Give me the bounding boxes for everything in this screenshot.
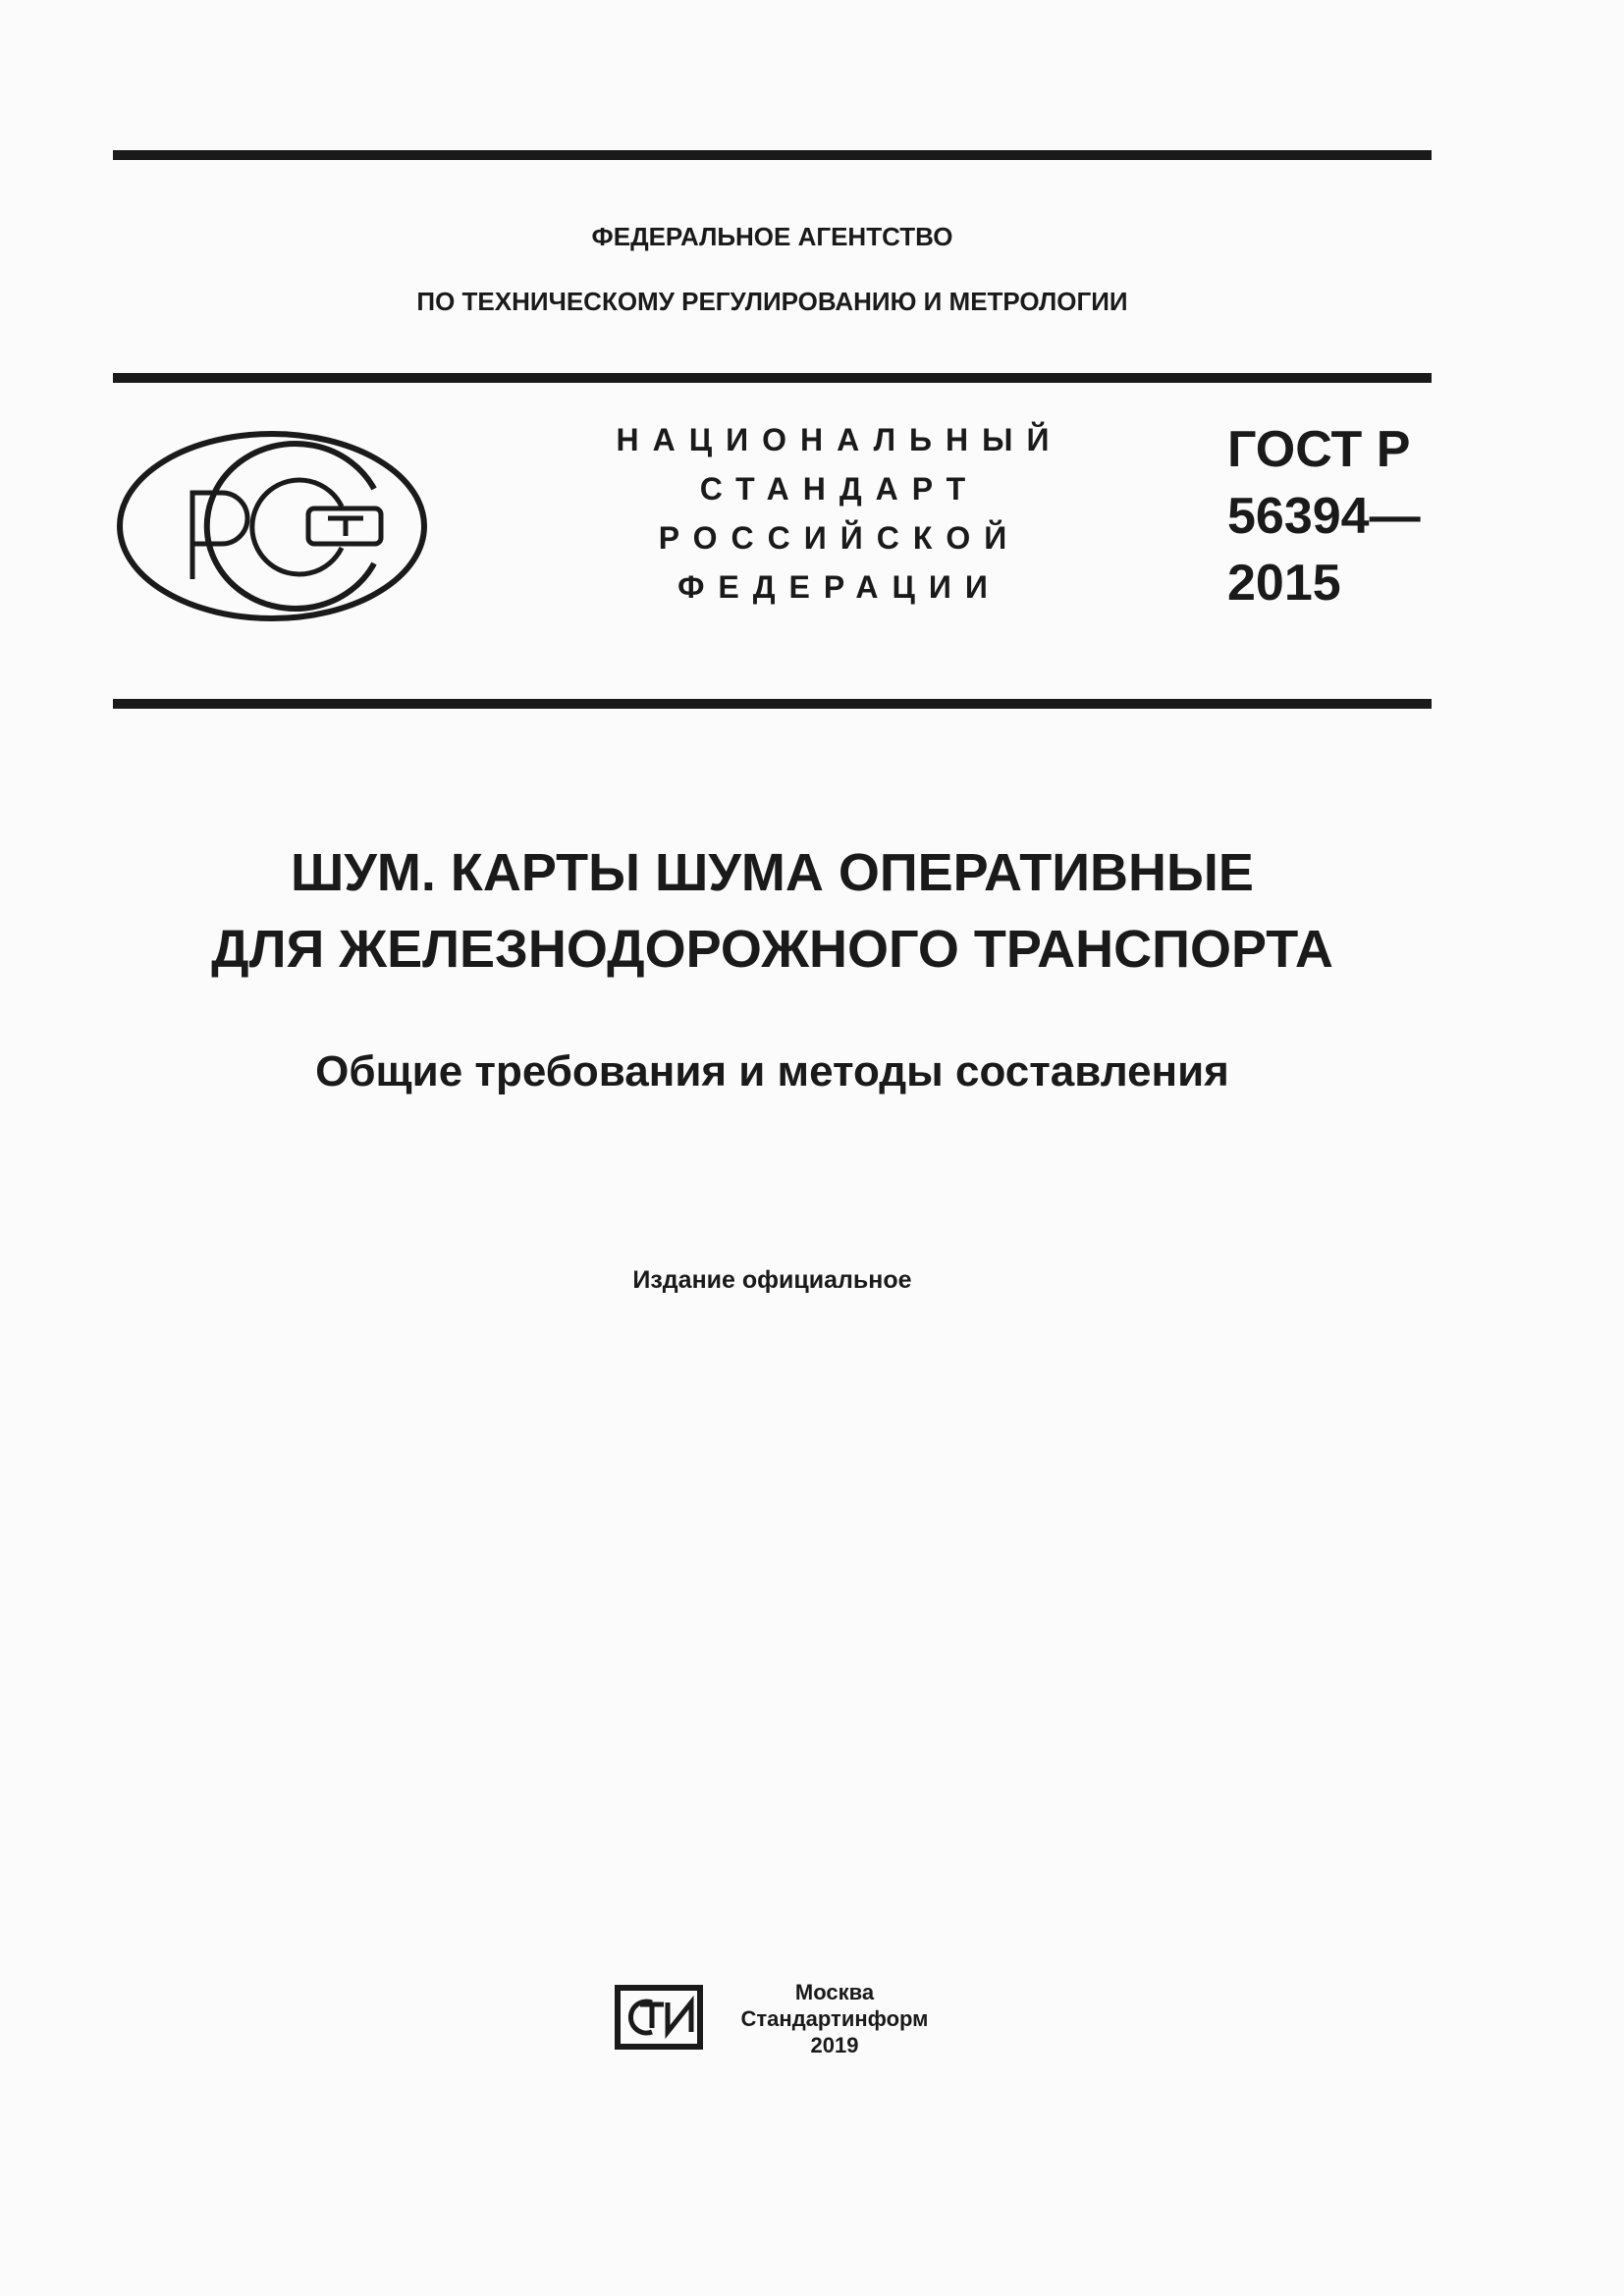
standard-kind-line-4: ФЕДЕРАЦИИ — [677, 569, 1001, 605]
document-subtitle: Общие требования и методы составления — [315, 1047, 1229, 1095]
document-title — [113, 834, 1432, 988]
document-title-line-1: ШУМ. КАРТЫ ШУМА ОПЕРАТИВНЫЕ — [291, 843, 1254, 902]
rst-logo-icon — [116, 430, 428, 622]
imprint-publisher: Стандартинформ — [740, 2006, 929, 2031]
standard-code-line-1: ГОСТ Р — [1227, 421, 1411, 478]
document-title-line-2: ДЛЯ ЖЕЛЕЗНОДОРОЖНОГО ТРАНСПОРТА — [211, 920, 1333, 979]
imprint-year: 2019 — [810, 2033, 859, 2057]
imprint-block — [722, 1979, 947, 2058]
header-rule — [113, 373, 1432, 383]
title-rule — [113, 699, 1432, 709]
sti-logo-icon — [613, 1983, 705, 2052]
standard-kind-line-3: РОССИЙСКОЙ — [658, 520, 1021, 556]
agency-line-2: ПО ТЕХНИЧЕСКОМУ РЕГУЛИРОВАНИЮ И МЕТРОЛОГИИ — [416, 287, 1128, 316]
standard-kind-line-1: НАЦИОНАЛЬНЫЙ — [616, 422, 1063, 457]
standard-kind-line-2: СТАНДАРТ — [699, 471, 980, 507]
standard-code-line-3: 2015 — [1227, 555, 1341, 612]
imprint-city: Москва — [794, 1980, 875, 2004]
standard-code-line-2: 56394— — [1227, 488, 1421, 545]
top-rule — [113, 150, 1432, 160]
agency-line-1: ФЕДЕРАЛЬНОЕ АГЕНТСТВО — [591, 222, 953, 251]
edition-label: Издание официальное — [632, 1266, 912, 1294]
